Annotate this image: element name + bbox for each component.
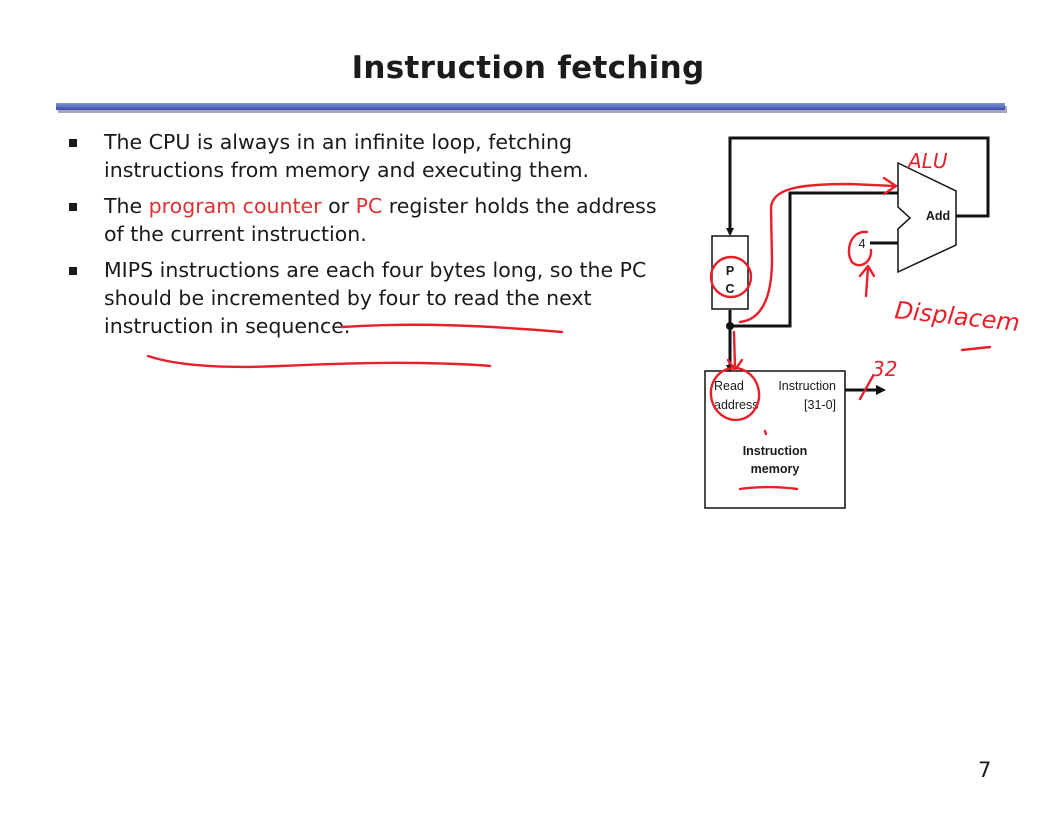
constant-four: 4 [858,237,866,251]
annotation-alu: ALU [908,149,948,173]
memory-output-bits: [31-0] [804,398,836,412]
bullet-text-pre: The [104,194,149,218]
underline-incremented-by-four [342,325,562,332]
wire-junction [726,322,734,330]
underline-next-instruction [148,356,490,367]
datapath-wires [730,138,988,370]
ink-dot [765,431,766,434]
memory-address-label: address [714,398,759,412]
memory-read-label: Read [714,379,744,393]
red-arrow-up [860,266,874,296]
arrow-icon [876,385,886,395]
bullet-text: The CPU is always in an infinite loop, fetching instructions from memory and executing them. [104,130,590,182]
highlight-program-counter: program counter [148,194,322,218]
annotation-bus-width: 32 [872,357,898,381]
ink-dash [962,347,990,350]
bullet-text-post: register holds the address of the current instruction. [104,194,657,246]
bullet-text-mid: or [321,194,356,218]
annotation-displacement: Displacem [893,296,1022,338]
memory-output-label: Instruction [778,379,836,393]
pc-letter-c: C [725,282,735,296]
memory-name-line2: memory [750,462,800,476]
memory-name-line1: Instruction [742,444,808,458]
highlight-pc: PC [355,194,383,218]
handwritten-annotations [148,149,1021,489]
adder-label: Add [925,209,951,223]
slide-title: Instruction fetching [351,50,705,86]
page-number: 7 [978,758,992,782]
bullet-text: MIPS instructions are each four bytes long, so the PC should be incremented by four to read the next instruction in sequence. [104,258,647,338]
pc-letter-p: P [725,264,735,278]
arrow-icon [726,228,734,236]
pc-to-adder-wire [730,193,898,326]
